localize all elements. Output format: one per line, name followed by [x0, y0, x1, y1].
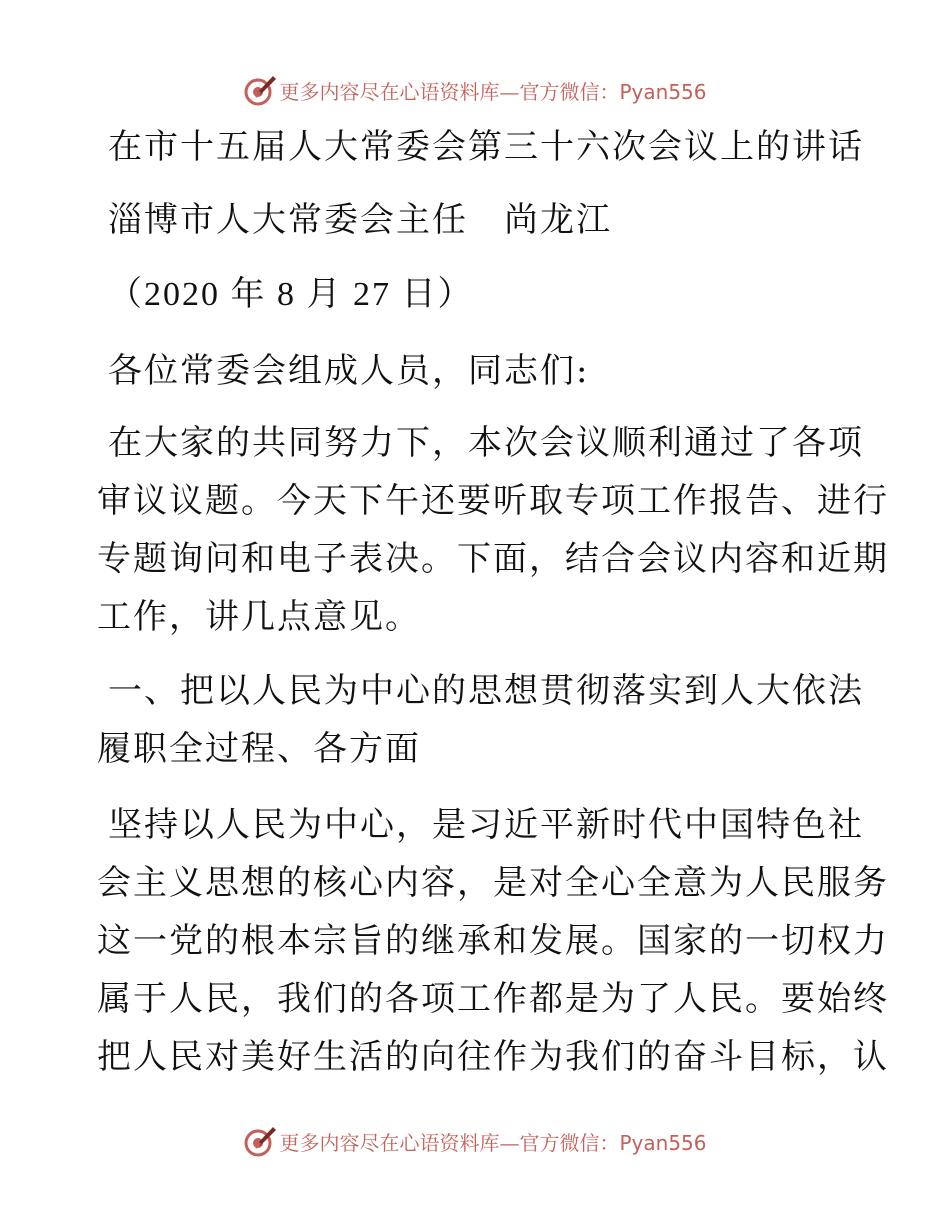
document-title: 在市十五届人大常委会第三十六次会议上的讲话 — [108, 127, 864, 167]
brush-logo-icon — [243, 73, 277, 107]
section-heading-line: 履职全过程、各方面 — [97, 729, 421, 769]
banner-text — [279, 1127, 706, 1156]
banner-wechat-id: Pyan556 — [619, 79, 707, 104]
banner-slogan: 更多内容尽在心语资料库 — [279, 79, 500, 104]
banner-slogan: 更多内容尽在心语资料库 — [279, 1130, 500, 1155]
paragraph-line: 在大家的共同努力下，本次会议顺利通过了各项 — [108, 423, 864, 463]
header-banner — [0, 70, 950, 110]
paragraph-line: 坚持以人民为中心，是习近平新时代中国特色社 — [108, 805, 864, 845]
banner-wechat-label: 官方微信： — [519, 1130, 620, 1155]
banner-text — [279, 76, 706, 105]
document-author: 淄博市人大常委会主任 尚龙江 — [108, 200, 612, 240]
document-date: （2020 年 8 月 27 日） — [108, 276, 474, 313]
paragraph-line: 审议议题。今天下午还要听取专项工作报告、进行 — [97, 481, 889, 521]
banner-dash: — — [499, 79, 520, 104]
banner-dash: — — [499, 1130, 520, 1155]
paragraph-line: 会主义思想的核心内容，是对全心全意为人民服务 — [97, 863, 889, 903]
paragraph-line: 把人民对美好生活的向往作为我们的奋斗目标，认 — [97, 1037, 889, 1077]
paragraph-line: 这一党的根本宗旨的继承和发展。国家的一切权力 — [97, 921, 889, 961]
salutation: 各位常委会组成人员，同志们: — [108, 351, 590, 391]
paragraph-line: 工作，讲几点意见。 — [97, 597, 421, 637]
footer-banner — [0, 1121, 950, 1161]
paragraph-line: 专题询问和电子表决。下面，结合会议内容和近期 — [97, 539, 889, 579]
banner-wechat-label: 官方微信： — [519, 79, 620, 104]
brush-logo-icon — [243, 1124, 277, 1158]
paragraph-line: 属于人民，我们的各项工作都是为了人民。要始终 — [97, 979, 889, 1019]
section-heading-line: 一、把以人民为中心的思想贯彻落实到人大依法 — [108, 671, 864, 711]
banner-wechat-id: Pyan556 — [619, 1130, 707, 1155]
